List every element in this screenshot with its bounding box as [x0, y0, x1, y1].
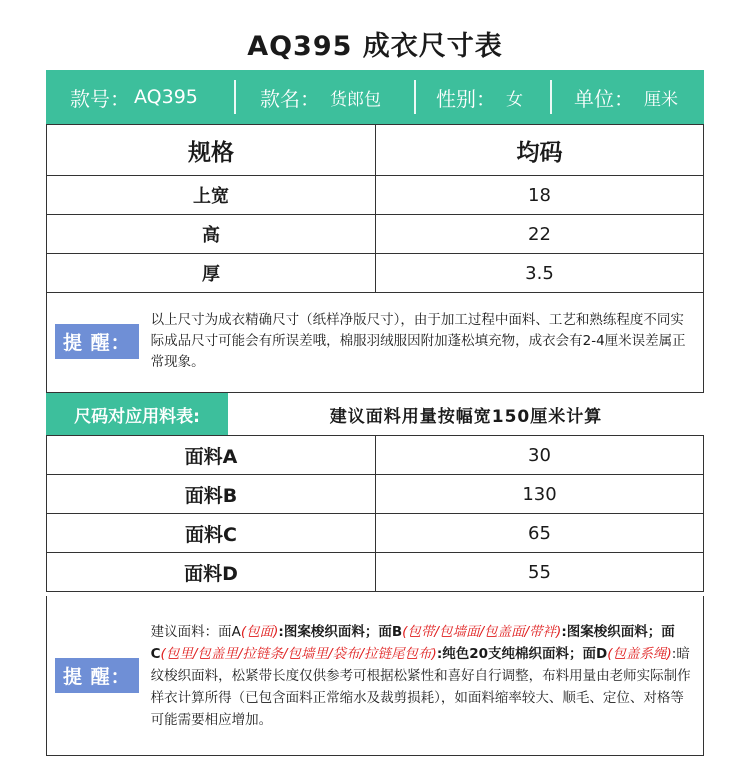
divider [550, 80, 552, 114]
unit-value: 厘米 [644, 89, 678, 110]
spec-row-value: 18 [376, 176, 704, 215]
spec-table-wrap [46, 124, 704, 293]
material-label: 面料B [47, 475, 376, 514]
reminder-box-2 [46, 596, 704, 756]
material-advice-text [151, 621, 693, 731]
material-bar [46, 393, 704, 435]
advice-highlight: (包带/包墙面/包盖面/带袢) [402, 623, 562, 640]
material-bar-note: 建议面料用量按幅宽150厘米计算 [329, 406, 603, 427]
gender-label: 性别： [436, 86, 496, 111]
material-value: 130 [376, 475, 704, 514]
material-label: 面料D [47, 553, 376, 592]
advice-part: :暗纹梭织面料，松紧带长度仅供参考可根据松紧性和喜好自行调整，布料用量由老师实际制作样衣计算所得（已包含面料正常缩水及裁剪损耗），如面料缩率较大、顺毛、定位、对格等可能需要相应增加。 [150, 645, 691, 728]
material-value: 55 [376, 553, 704, 592]
advice-highlight: (包面) [240, 623, 279, 640]
name-label: 款名： [260, 86, 320, 111]
advice-part: :图案梭织面料；面C [150, 623, 675, 662]
spec-header-onesize: 均码 [376, 125, 704, 176]
material-value: 65 [376, 514, 704, 553]
advice-part: :图案梭织面料；面B [278, 623, 403, 640]
spec-row-label: 厚 [47, 254, 376, 293]
name-value: 货郎包 [330, 89, 381, 110]
style-no-value: AQ395 [134, 86, 198, 108]
table-row [47, 475, 704, 514]
reminder-text: 以上尺寸为成衣精确尺寸（纸样净版尺寸），由于加工过程中面料、工艺和熟练程度不同实际成品尺寸可能会有所误差哦，棉服羽绒服因附加蓬松填充物，成衣会有2-4厘米误差属正常现象。 [150, 312, 686, 370]
table-row [47, 254, 704, 293]
spec-header-row [47, 125, 704, 176]
spec-row-label: 上宽 [47, 176, 376, 215]
table-row [47, 215, 704, 254]
advice-highlight: (包里/包盖里/拉链条/包墙里/袋布/拉链尾包布) [160, 645, 437, 662]
style-no-cell [46, 70, 234, 124]
spec-row-value: 3.5 [376, 254, 704, 293]
gender-value: 女 [506, 89, 523, 110]
table-row [47, 436, 704, 475]
page-title: AQ395 成衣尺寸表 [247, 31, 503, 62]
material-table [46, 435, 704, 592]
material-label: 面料A [47, 436, 376, 475]
material-bar-title: 尺码对应用料表: [46, 393, 228, 435]
name-cell [236, 70, 414, 124]
table-row [47, 176, 704, 215]
reminder-box-1 [46, 291, 704, 393]
spec-header-size: 规格 [47, 125, 376, 176]
style-no-label: 款号： [70, 86, 130, 111]
spec-row-label: 高 [47, 215, 376, 254]
gender-cell [416, 70, 550, 124]
advice-highlight: (包盖系绳) [607, 645, 672, 662]
material-value: 30 [376, 436, 704, 475]
material-table-wrap [46, 435, 704, 592]
spec-row-value: 22 [376, 215, 704, 254]
reminder-tag: 提 醒： [55, 324, 139, 359]
divider [234, 80, 236, 114]
divider [414, 80, 416, 114]
advice-part: 建议面料：面A [150, 623, 241, 640]
table-row [47, 553, 704, 592]
advice-part: :纯色20支纯棉织面料；面D [436, 645, 608, 662]
material-label: 面料C [47, 514, 376, 553]
table-row [47, 514, 704, 553]
spec-table [46, 124, 704, 293]
info-bar [46, 70, 704, 124]
reminder-tag: 提 醒： [55, 658, 139, 693]
unit-label: 单位： [574, 86, 634, 111]
unit-cell [552, 70, 704, 124]
